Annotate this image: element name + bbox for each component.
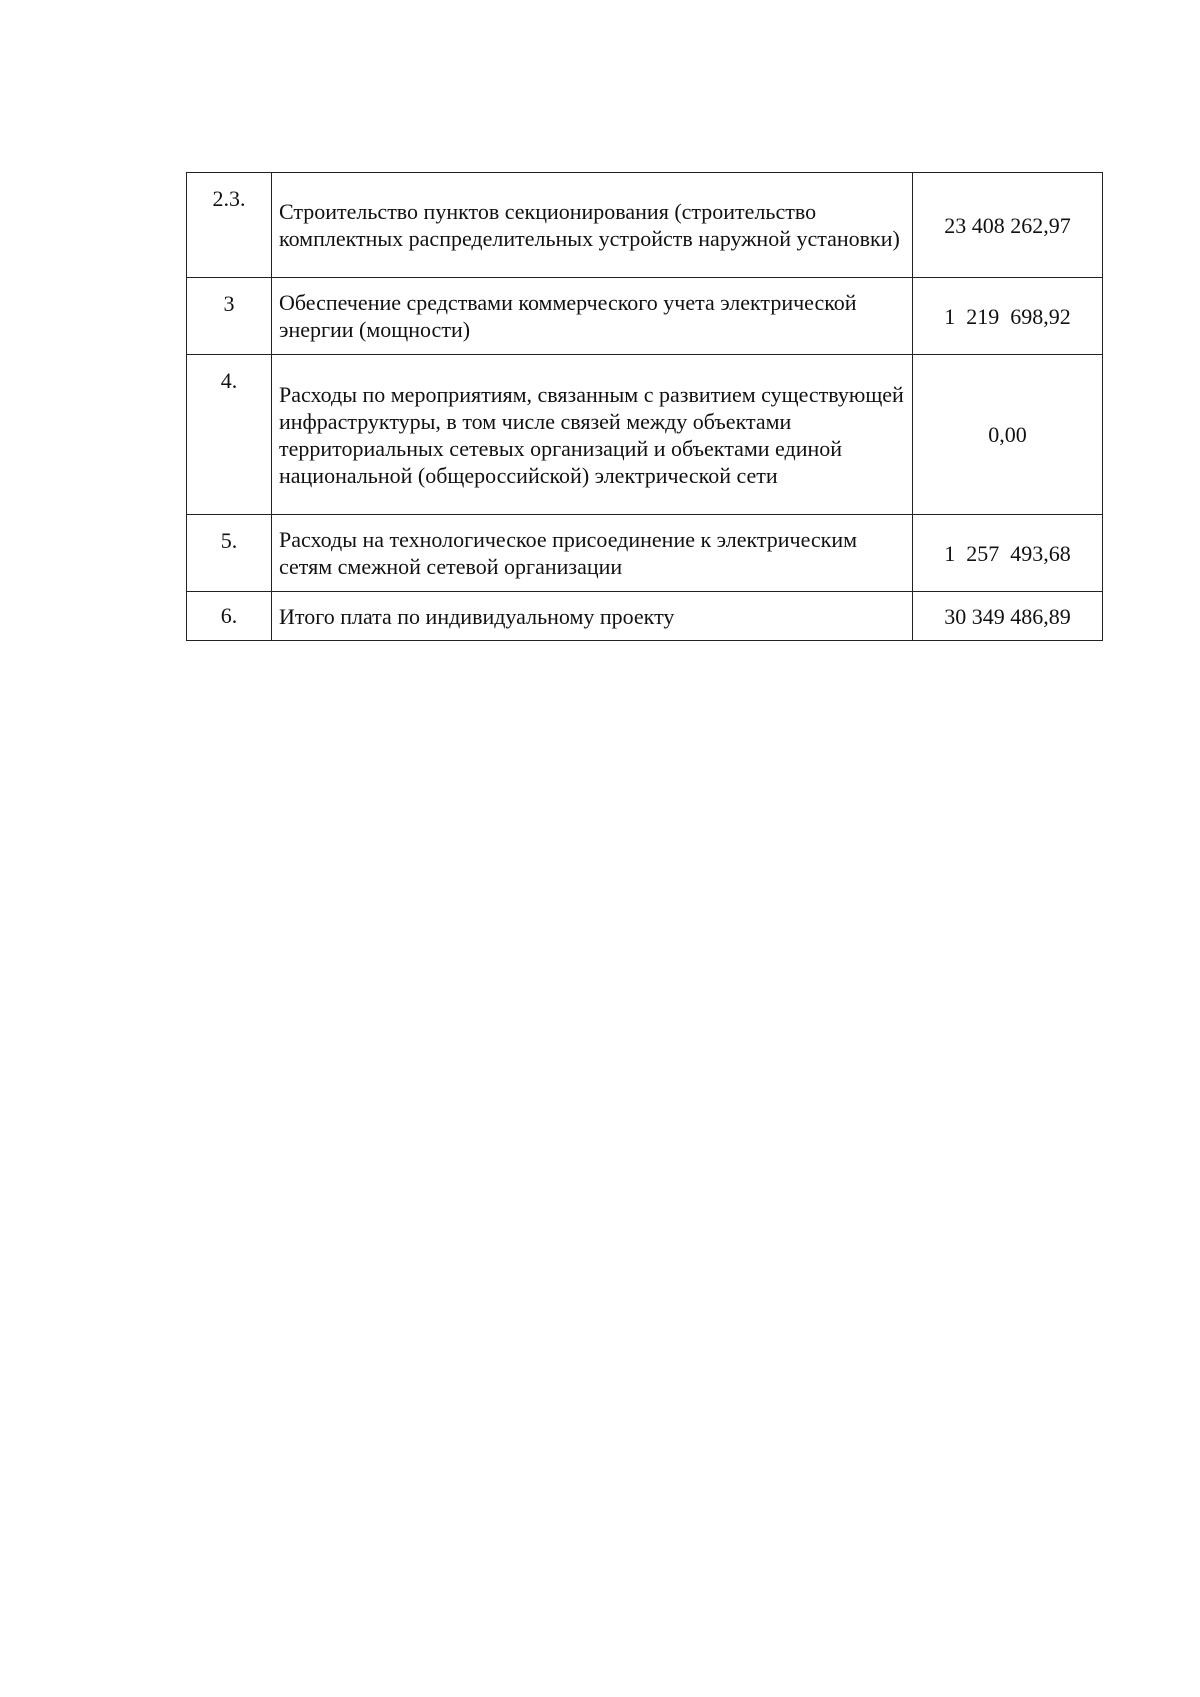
row-description: Расходы по мероприятиям, связанным с развитием существующей инфраструктуры, в том числе связей между объектами территориальных сетевых организаций и объектами единой национальной (общероссийской) электрической сети — [272, 355, 913, 515]
row-amount: 0,00 — [913, 355, 1103, 515]
row-description: Итого плата по индивидуальному проекту — [272, 592, 913, 641]
table-row — [187, 355, 1103, 515]
table-row — [187, 278, 1103, 355]
row-amount: 30 349 486,89 — [913, 592, 1103, 641]
table-row — [187, 173, 1103, 278]
row-amount: 1 257 493,68 — [913, 515, 1103, 592]
row-description: Обеспечение средствами коммерческого учета электрической энергии (мощности) — [272, 278, 913, 355]
row-number: 2.3. — [187, 173, 272, 278]
table-row-total — [187, 592, 1103, 641]
row-amount: 23 408 262,97 — [913, 173, 1103, 278]
row-description: Строительство пунктов секционирования (строительство комплектных распределительных устройств наружной установки) — [272, 173, 913, 278]
cost-table — [186, 172, 1103, 641]
table-row — [187, 515, 1103, 592]
row-number: 6. — [187, 592, 272, 641]
row-amount: 1 219 698,92 — [913, 278, 1103, 355]
row-number: 4. — [187, 355, 272, 515]
row-number: 5. — [187, 515, 272, 592]
row-number: 3 — [187, 278, 272, 355]
row-description: Расходы на технологическое присоединение к электрическим сетям смежной сетевой организации — [272, 515, 913, 592]
